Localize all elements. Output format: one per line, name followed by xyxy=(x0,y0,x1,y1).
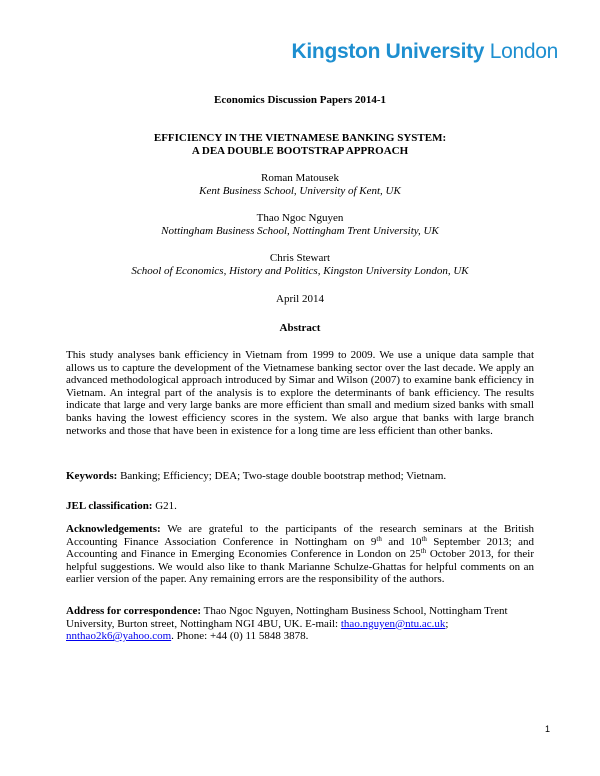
jel-classification xyxy=(66,500,534,513)
ack-text: We are grateful to the participants of the research seminars at the British Accounting Finance Association Conference in Nottingham on 9 xyxy=(66,523,534,548)
phone-text: . Phone: +44 (0) 11 5848 3878. xyxy=(171,630,309,643)
keywords-text: Banking; Efficiency; DEA; Two-stage double bootstrap method; Vietnam. xyxy=(117,470,447,482)
ack-label: Acknowledgements: xyxy=(66,523,161,535)
ack-text: October 2013, for their helpful suggestions. We would also like to thank Marianne Schulze-Ghattas for helpful comments on an earlier version of the paper. Any remaining errors are the responsibility of the authors. xyxy=(66,548,534,586)
jel-label: JEL classification: xyxy=(66,500,153,512)
publication-date: April 2014 xyxy=(276,293,324,305)
acknowledgements xyxy=(66,523,534,586)
author-block xyxy=(0,252,600,278)
paper-title xyxy=(0,132,600,158)
jel-text: G21. xyxy=(152,500,177,512)
ordinal-suffix: th xyxy=(420,547,427,556)
author-name: Thao Ngoc Nguyen xyxy=(256,212,344,224)
series-title: Economics Discussion Papers 2014-1 xyxy=(213,94,387,106)
logo-name: Kingston University xyxy=(291,40,485,63)
author-affiliation: School of Economics, History and Politics, Kingston University London, UK xyxy=(131,265,469,277)
ordinal-suffix: th xyxy=(421,534,427,543)
author-affiliation: Kent Business School, University of Kent, UK xyxy=(199,185,401,197)
author-name: Chris Stewart xyxy=(269,252,331,264)
page-number: 1 xyxy=(544,724,550,734)
address-for-correspondence xyxy=(66,605,534,643)
ack-text: and 10 xyxy=(381,535,422,548)
email-link-yahoo[interactable]: nnthao2k6@yahoo.com xyxy=(66,630,172,643)
keywords xyxy=(66,470,534,483)
email-link-ntu[interactable]: thao.nguyen@ntu.ac.uk xyxy=(340,617,446,630)
author-name: Roman Matousek xyxy=(261,172,339,184)
logo-city: London xyxy=(484,40,558,63)
email-separator: ; xyxy=(445,617,449,630)
paper-title-line-1: EFFICIENCY IN THE VIETNAMESE BANKING SYSTEM: xyxy=(153,132,447,144)
author-block xyxy=(0,212,600,238)
ack-text: September 2013; and Accounting and Finance in Emerging Economies Conference in London on 25 xyxy=(66,535,534,561)
abstract-text: This study analyses bank efficiency in Vietnam from 1999 to 2009. We use a unique data sample that allows us to capture the development of the Vietnamese banking sector over the last decade. We apply an advanced methodological approach introduced by Simar and Wilson (2007) to examine bank efficiency in Vietnam. An integral part of the analysis is to explore the determinants of bank efficiency. The results indicate that large and very large banks are more efficient than small and medium sized banks with small banks having the lowest efficiency scores in the system. We also argue that banks with large branch networks and those that have been in existence for a long time are less efficient than other banks. xyxy=(66,349,534,437)
keywords-label: Keywords: xyxy=(66,470,118,482)
abstract-heading: Abstract xyxy=(279,322,321,334)
ordinal-suffix: th xyxy=(376,534,382,543)
author-block xyxy=(0,172,600,198)
address-label: Address for correspondence: xyxy=(66,605,202,617)
address-text: Thao Ngoc Nguyen, Nottingham Business School, Nottingham Trent University, Burton street, Nottingham NGI 4BU, UK. E-mail: xyxy=(66,605,508,630)
kingston-university-logo xyxy=(292,40,558,64)
author-affiliation: Nottingham Business School, Nottingham Trent University, UK xyxy=(161,225,439,237)
paper-title-line-2: A DEA DOUBLE BOOTSTRAP APPROACH xyxy=(191,145,409,157)
